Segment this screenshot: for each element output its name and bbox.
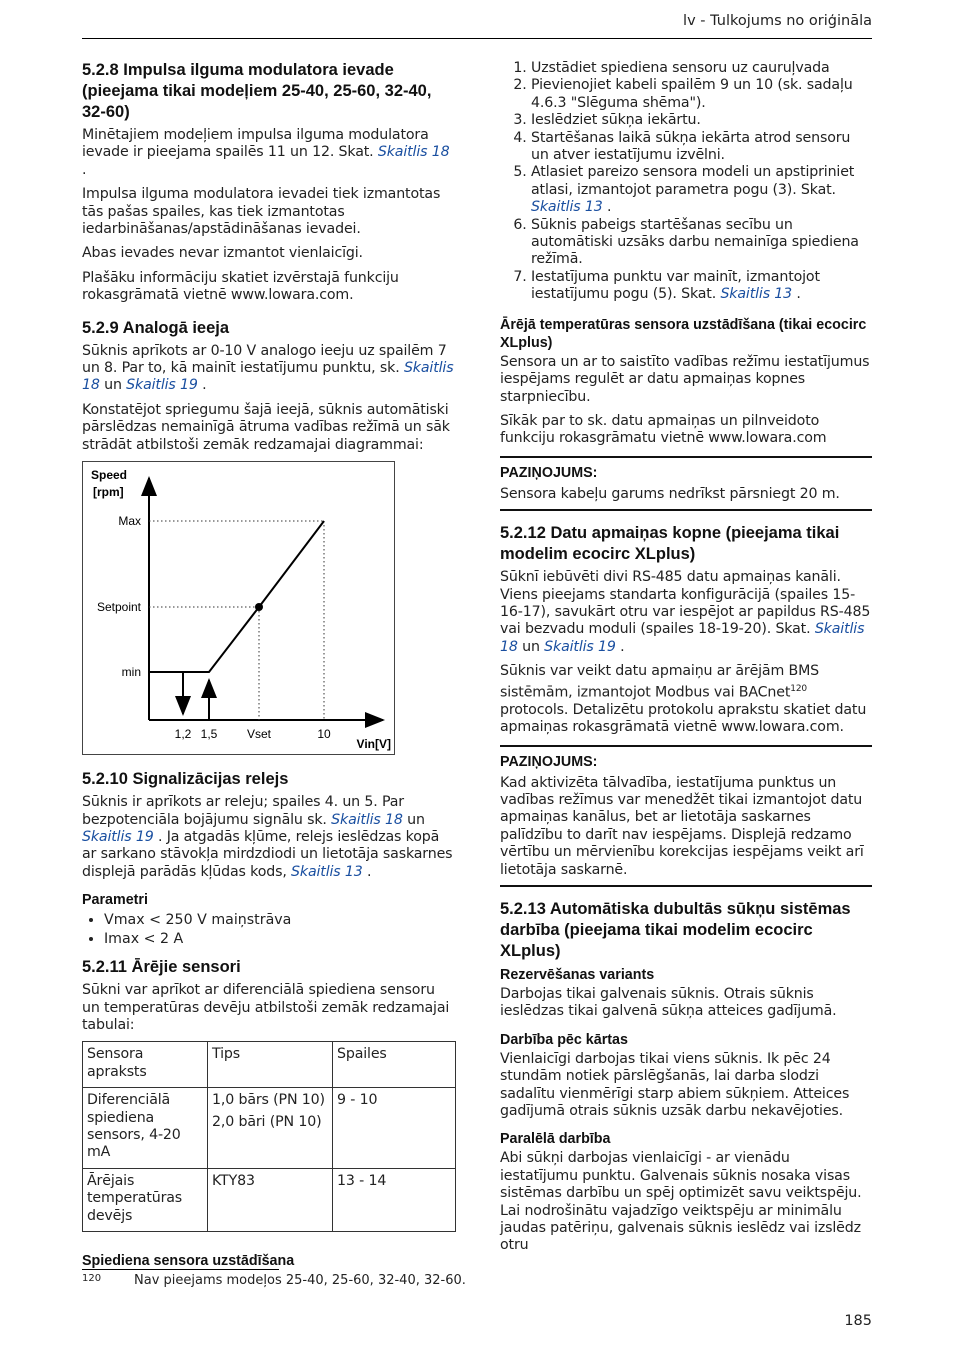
header-rule (82, 38, 872, 39)
list-item: 4. Startēšanas laikā sūkņa iekārta atrod sensoru un atver iestatījumu izvēlni. (531, 130, 872, 165)
notice-heading: PAZIŅOJUMS: (500, 464, 598, 481)
table-row (83, 1168, 456, 1231)
list-item: 6. Sūknis pabeigs startēšanas secību un automātiski uzsāks darbu nemainīga spiediena režīmā. (531, 217, 872, 269)
s529-paragraph-1: Sūknis aprīkots ar 0-10 V analogo ieeju uz spailēm 7 un 8. Par to, kā mainīt iestatījumu punktu, sk. Skaitlis 18 un Skaitlis 19 . (82, 342, 454, 394)
footnote (82, 1273, 466, 1288)
x-tick-label: 1,2 (174, 727, 192, 742)
section-5-2-12-heading: 5.2.12 Datu apmaiņas kopne (pieejama tikai modelim ecocirc XLplus) (500, 524, 840, 564)
s5212-paragraph-1: Sūknī iebūvēti divi RS-485 datu apmaiņas kanāli. Viens pieejams standarta konfigurācijā (spailes 15-16-17), savukārt otru var iespējot ar papildus RS-485 vai bezvadu moduli (spailes 18-19-20). Skat. Skaitlis 18 un Skaitlis 19 . (500, 569, 871, 655)
figure-link[interactable]: Skaitlis 19 (82, 828, 154, 845)
s529-paragraph-2: Konstatējot spriegumu šajā ieejā, sūknis automātiski pārslēdzas nemainīgā ātruma vadības režīmā un sāk strādāt atbilstoši zemāk redzamajai diagrammai: (82, 401, 450, 453)
footnote-text: Nav pieejams modeļos 25-40, 25-60, 32-40, 32-60. (134, 1273, 466, 1288)
table-cell: 13 - 14 (333, 1168, 456, 1231)
footnote-rule (82, 1269, 279, 1270)
x-axis-label: Vin[V] (356, 737, 391, 752)
figure-link[interactable]: Skaitlis 13 (720, 286, 793, 303)
s5211-paragraph-1: Sūkni var aprīkot ar diferenciālā spiediena sensoru un temperatūras devēju atbilstoši zemāk redzamajai tabulai: (82, 982, 450, 1033)
figure-link[interactable]: Skaitlis 18 (377, 144, 450, 161)
table-row (83, 1088, 456, 1169)
y-tick-label: Max (118, 514, 141, 529)
s528-paragraph-4: Plašāku informāciju skatiet izvērstajā funkciju rokasgrāmatā vietnē www.lowara.com. (82, 269, 399, 304)
alternating-mode-heading: Darbība pēc kārtas (500, 1031, 628, 1048)
y-axis-label: Speed (91, 468, 128, 483)
table-header-cell: Spailes (333, 1042, 456, 1088)
notice-text: Sensora kabeļu garums nedrīkst pārsniegt 20 m. (500, 485, 840, 502)
figure-link[interactable]: Skaitlis 18 (82, 360, 454, 394)
figure-link[interactable]: Skaitlis 18 (500, 621, 865, 655)
backup-mode-heading: Rezervēšanas variants (500, 966, 655, 983)
footnote-ref: 120 (790, 683, 807, 694)
parallel-mode-heading: Paralēlā darbība (500, 1131, 611, 1148)
page-number: 185 (844, 1313, 872, 1329)
series-line (149, 521, 324, 672)
notice-text: Kad aktivizēta tālvadība, iestatījuma punktus un vadības režīmus var menedžēt tikai izmantojot datu apmaiņas kanālus, bet ar lietotāja saskarnes palīdzību to darīt nav iespējams. Displejā redzamo vērtību un mērvienību korekcijas iespējams veikt arī lietotāja saskarnē. (500, 774, 864, 878)
y-tick-label: Setpoint (96, 600, 141, 615)
table-cell: 9 - 10 (333, 1088, 456, 1169)
footnote-number: 120 (82, 1273, 102, 1284)
parameters-heading: Parametri (82, 892, 148, 909)
parameters-list (82, 911, 454, 949)
table-header-cell: Sensora apraksts (83, 1042, 208, 1088)
alternating-mode-text: Vienlaicīgi darbojas tikai viens sūknis. Ik pēc 24 stundām notiek pārslēgšanās, lai darba slodzi sadalītu vienmērīgi starp abiem sūkņiem. Atteices gadījumā otrais sūknis uzsāk darbu nekavējoties. (500, 1050, 850, 1119)
pressure-sensor-heading: Spiediena sensora uzstādīšana (82, 1253, 295, 1269)
figure-link[interactable]: Skaitlis 13 (291, 863, 363, 880)
running-header: lv - Tulkojums no oriģināla (683, 13, 872, 29)
list-item: • Vmax < 250 V maiņstrāva (104, 911, 454, 930)
backup-mode-text: Darbojas tikai galvenais sūknis. Otrais sūknis ieslēdzas tikai galvenā sūkņa atteices gadījumā. (500, 985, 837, 1020)
x-tick-label: Vset (246, 727, 272, 742)
list-item: 1. Uzstādiet spiediena sensoru uz cauruļvada (531, 60, 872, 77)
left-column (82, 60, 454, 1272)
notice-heading: PAZIŅOJUMS: (500, 753, 598, 770)
s5210-paragraph-1: Sūknis ir aprīkots ar releju; spailes 4. un 5. Par bezpotenciāla bojājumu signālu sk. Skaitlis 18 un Skaitlis 19 . Ja atgadās kļūme, relejs ieslēdzas kopā ar sarkano stāvokļa mirdzdiodi un lietotāja saskarnes displejā parādās kļūdas kods, Skaitlis 13 . (82, 794, 453, 880)
parallel-mode-text: Abi sūkņi darbojas vienlaicīgi - ar vienādu iestatījumu punktu. Galvenais sūknis nosaka visas sistēmas darbību un spēj optimizēt savu veiktspēju. Lai nodrošinātu vajadzīgo veiktspēju ar minimālu jaudas patēriņu, galvenais sūknis ieslēdz vai izslēdz otru (500, 1150, 862, 1254)
chart-svg (83, 462, 394, 754)
figure-link[interactable]: Skaitlis 13 (531, 199, 603, 216)
section-5-2-9-heading: 5.2.9 Analogā ieeja (82, 318, 230, 337)
table-cell: Ārējais temperatūras devējs (83, 1168, 208, 1231)
setpoint-marker (255, 603, 263, 611)
pressure-sensor-steps (500, 60, 872, 304)
figure-link[interactable]: Skaitlis 18 (331, 811, 403, 828)
section-5-2-13-heading: 5.2.13 Automātiska dubultās sūkņu sistēmas darbība (pieejama tikai modelim ecocirc XLplus) (500, 899, 851, 960)
list-item: 5. Atlasiet pareizo sensora modeli un apstipriniet atlasi, izmantojot parametra pogu (3). Skat. Skaitlis 13 . (531, 164, 872, 216)
analog-input-chart (82, 461, 395, 755)
s5212-paragraph-2: Sūknis var veikt datu apmaiņu ar ārējām BMS sistēmām, izmantojot Modbus vai BACnet$^{120}$ protocols. Detalizētu protokolu aprakstu skatiet datu apmaiņas rokasgrāmatā vietnē www.lowara.com. (500, 663, 867, 736)
s528-paragraph-1: Minētajiem modeļiem impulsa ilguma modulatora ievade ir pieejama spailēs 11 un 12. Skat. Skaitlis 18 . (82, 127, 450, 178)
table-header-cell: Tips (208, 1042, 333, 1088)
section-5-2-8-heading: 5.2.8 Impulsa ilguma modulatora ievade (pieejama tikai modeļiem 25-40, 25-60, 32-40, 32-60) (82, 61, 432, 121)
x-tick-label: 1,5 (200, 727, 218, 742)
y-tick-label: min (121, 665, 141, 680)
figure-link[interactable]: Skaitlis 19 (126, 377, 198, 394)
section-5-2-11-heading: 5.2.11 Ārējie sensori (82, 958, 241, 977)
notice-box (500, 456, 872, 511)
table-cell: 1,0 bārs (PN 10) 2,0 bāri (PN 10) (208, 1088, 333, 1169)
temp-paragraph-2: Sīkāk par to sk. datu apmaiņas un pilnveidoto funkciju rokasgrāmatu vietnē www.lowara.com (500, 412, 827, 447)
y-axis-label: [rpm] (93, 485, 124, 500)
temp-paragraph-1: Sensora un ar to saistīto vadības režīmu iestatījumus iespējams regulēt ar datu apmaiņas kopnes starpniecību. (500, 353, 870, 405)
right-column (500, 60, 872, 1262)
notice-box (500, 745, 872, 887)
sensor-table (82, 1041, 456, 1232)
s528-paragraph-2: Impulsa ilguma modulatora ievadei tiek izmantotas tās pašas spailes, kas tiek izmantotas iedarbināšanas/apstādināšanas ievadei. (82, 186, 441, 238)
table-header-row (83, 1042, 456, 1088)
x-tick-label: 10 (317, 727, 331, 742)
s528-paragraph-3: Abas ievades nevar izmantot vienlaicīgi. (82, 245, 363, 262)
list-item: 7. Iestatījuma punktu var mainīt, izmantojot iestatījumu pogu (5). Skat. Skaitlis 13 . (531, 269, 872, 304)
table-cell: Diferenciālā spiediena sensors, 4-20 mA (83, 1088, 208, 1169)
list-item: • Imax < 2 A (104, 930, 454, 949)
temperature-sensor-heading: Ārējā temperatūras sensora uzstādīšana (tikai ecocirc XLplus) (500, 316, 867, 351)
section-5-2-10-heading: 5.2.10 Signalizācijas relejs (82, 770, 289, 789)
table-cell: KTY83 (208, 1168, 333, 1231)
list-item: 3. Ieslēdziet sūkņa iekārtu. (531, 112, 872, 129)
list-item: 2. Pievienojiet kabeli spailēm 9 un 10 (sk. sadaļu 4.6.3 "Slēguma shēma"). (531, 77, 872, 112)
figure-link[interactable]: Skaitlis 19 (544, 638, 616, 655)
